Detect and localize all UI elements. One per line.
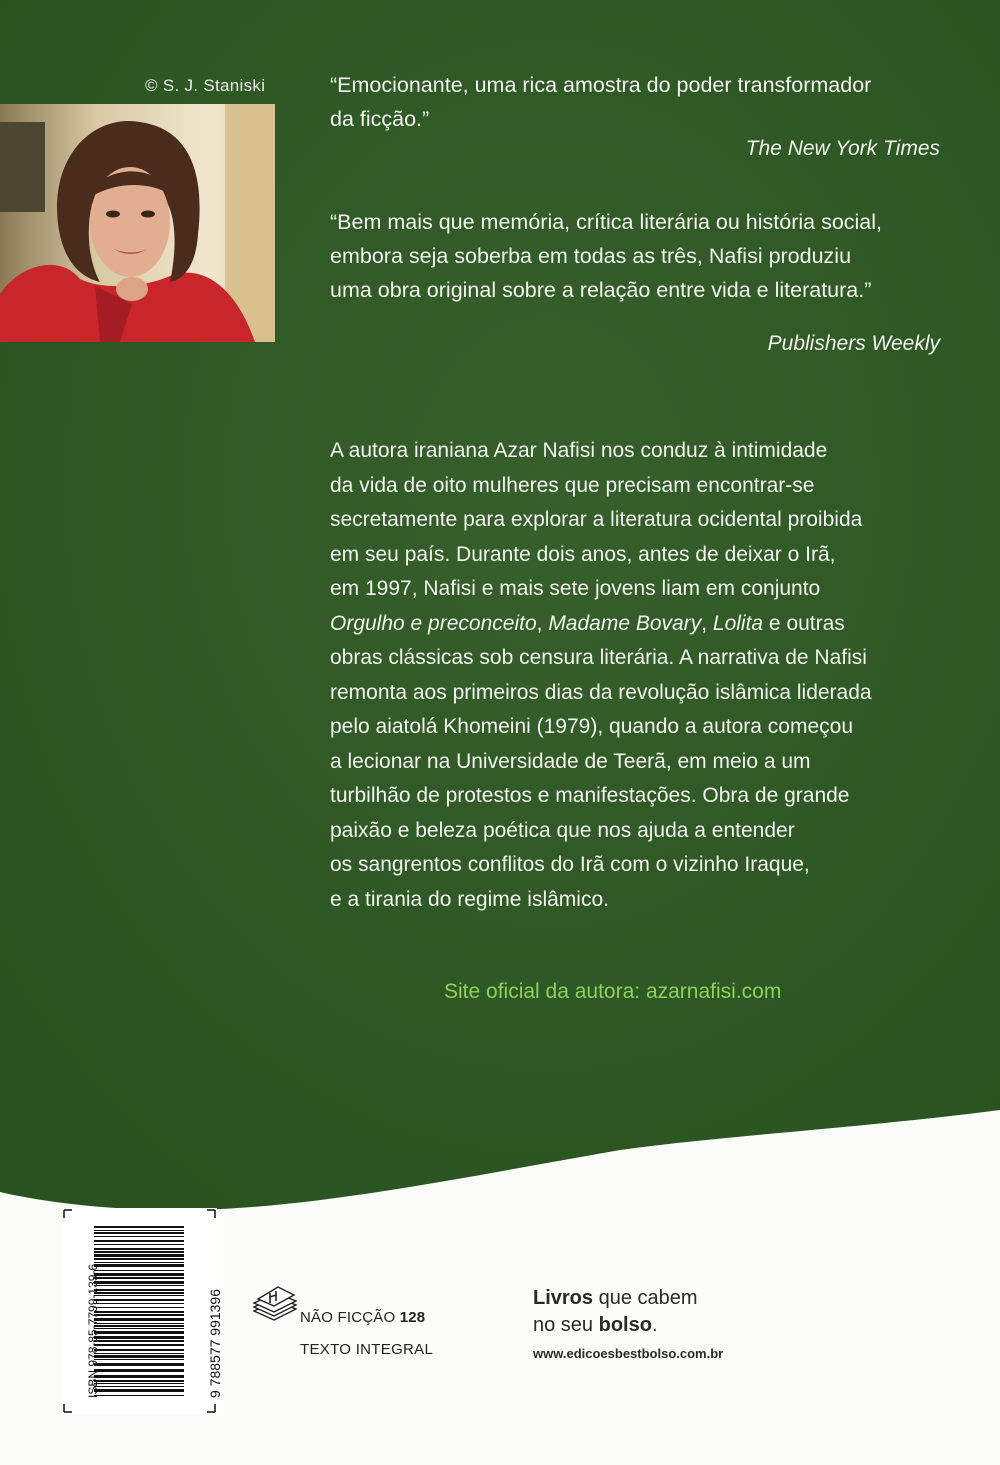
quote-publishers-weekly — [330, 205, 950, 307]
barcode-stripe — [94, 1340, 184, 1342]
barcode-stripe — [94, 1325, 184, 1327]
barcode-stripe — [94, 1323, 184, 1324]
barcode-stripe — [94, 1395, 184, 1396]
barcode-stripe — [94, 1285, 184, 1286]
barcode-stripe — [94, 1226, 184, 1228]
barcode-stripe — [94, 1311, 184, 1313]
author-site-link[interactable]: Site oficial da autora: azarnafisi.com — [444, 980, 782, 1003]
author-photo — [0, 104, 275, 342]
synopsis-line: obras clássicas sob censura literária. A narrativa de Nafisi — [330, 646, 867, 669]
synopsis-line: paixão e beleza poética que nos ajuda a entender — [330, 818, 795, 842]
barcode-stripe — [94, 1273, 184, 1276]
barcode-stripe — [94, 1383, 184, 1384]
synopsis-line: A autora iraniana Azar Nafisi nos conduz à intimidade — [330, 439, 828, 462]
barcode-stripe — [94, 1236, 184, 1237]
book-title-pride: Orgulho e preconceito — [330, 611, 537, 635]
barcode-stripe — [94, 1295, 184, 1296]
book-title-bovary: Madame Bovary — [548, 611, 702, 635]
separator: , — [536, 611, 549, 635]
barcode-stripe — [94, 1262, 184, 1263]
barcode-stripe — [94, 1328, 184, 1329]
publisher-tagline — [533, 1285, 698, 1339]
tagline-text: . — [651, 1314, 658, 1336]
synopsis-line: em 1997, Nafisi e mais sete jovens liam em conjunto — [330, 577, 821, 600]
barcode-stripe — [94, 1363, 184, 1366]
barcode-stripe — [94, 1318, 184, 1321]
barcode-stripe — [94, 1258, 184, 1260]
barcode-stripe — [94, 1314, 184, 1316]
synopsis-line: remonta aos primeiros dias da revolução islâmica liderada — [330, 680, 872, 704]
tagline-text: que cabem — [593, 1287, 698, 1309]
barcode-stripe — [94, 1359, 184, 1360]
synopsis-line-titles — [330, 607, 950, 642]
barcode-digits-text — [191, 1228, 223, 1398]
barcode-stripe — [94, 1344, 184, 1346]
barcode-stripe — [94, 1232, 184, 1234]
barcode-stripe — [94, 1307, 184, 1308]
synopsis-line: os sangrentos conflitos do Irã com o vizinho Iraque, — [330, 853, 810, 876]
isbn-label: ISBN 978-85-7799-139-6 — [86, 1263, 100, 1398]
book-title-lolita: Lolita — [712, 611, 764, 635]
barcode-stripe — [94, 1240, 184, 1242]
quote-source-publishers-weekly: Publishers Weekly — [767, 332, 940, 355]
barcode-stripe — [94, 1355, 184, 1358]
barcode-stripe — [94, 1251, 184, 1253]
synopsis-line: em seu país. Durante dois anos, antes de deixar o Irã, — [330, 542, 836, 566]
category-label — [300, 1309, 425, 1326]
barcode-stripe — [94, 1264, 184, 1267]
publisher-url[interactable]: www.edicoesbestbolso.com.br — [533, 1346, 724, 1361]
tagline-text: no seu — [533, 1314, 599, 1336]
tagline-bold-bolso: bolso — [598, 1314, 652, 1336]
barcode-stripe — [94, 1277, 184, 1279]
barcode-stripe — [94, 1248, 184, 1250]
quote-line: “Emocionante, uma rica amostra do poder transformador — [330, 73, 872, 97]
tagline-bold-livros: Livros — [533, 1287, 594, 1309]
synopsis-line: pelo aiatolá Khomeini (1979), quando a autora começou — [330, 715, 854, 738]
barcode-stripe — [94, 1230, 184, 1231]
barcode-digits: 9 788577 991396 — [207, 1289, 223, 1398]
barcode-stripe — [94, 1380, 184, 1382]
barcode-stripe — [94, 1289, 184, 1291]
barcode-stripe — [94, 1386, 184, 1387]
category-number: 128 — [399, 1309, 426, 1326]
synopsis-line: a lecionar na Universidade de Teerã, em meio a um — [330, 749, 811, 773]
category-name: NÃO FICÇÃO — [300, 1309, 396, 1326]
barcode-stripe — [94, 1353, 184, 1354]
barcode-stripe — [94, 1336, 184, 1339]
separator: , — [701, 611, 713, 635]
quote-source-nyt: The New York Times — [745, 137, 940, 160]
barcode-stripe — [94, 1299, 184, 1301]
photo-credit: © S. J. Staniski — [145, 76, 266, 95]
quote-line: da ficção.” — [330, 107, 430, 131]
barcode-stripe — [94, 1303, 184, 1304]
barcode-stripe — [94, 1349, 184, 1351]
quote-line: embora seja soberba em todas as três, Nafisi produziu — [330, 244, 852, 268]
barcode-stripe — [94, 1375, 184, 1378]
barcode-stripe — [94, 1331, 184, 1334]
synopsis-line: turbilhão de protestos e manifestações. Obra de grande — [330, 784, 850, 807]
synopsis-line: secretamente para explorar a literatura ocidental proibida — [330, 508, 863, 531]
barcode-stripe — [94, 1389, 184, 1392]
synopsis — [330, 434, 950, 917]
book-stack-logo-icon — [250, 1283, 300, 1323]
barcode-stripe — [94, 1244, 184, 1245]
quote-nyt — [330, 68, 950, 136]
barcode-isbn-text — [70, 1228, 100, 1398]
barcode-stripe — [94, 1270, 184, 1271]
quote-line: uma obra original sobre a relação entre vida e literatura.” — [330, 278, 872, 302]
barcode-stripe — [94, 1369, 184, 1372]
barcode-stripe — [94, 1254, 184, 1257]
quote-line: “Bem mais que memória, crítica literária ou história social, — [330, 210, 883, 234]
synopsis-line-tail: e outras — [763, 611, 845, 635]
edition-label: TEXTO INTEGRAL — [300, 1341, 434, 1358]
barcode-stripe — [94, 1281, 184, 1284]
synopsis-line: e a tirania do regime islâmico. — [330, 887, 609, 911]
barcode-stripe — [94, 1292, 184, 1294]
synopsis-line: da vida de oito mulheres que precisam encontrar-se — [330, 473, 815, 497]
